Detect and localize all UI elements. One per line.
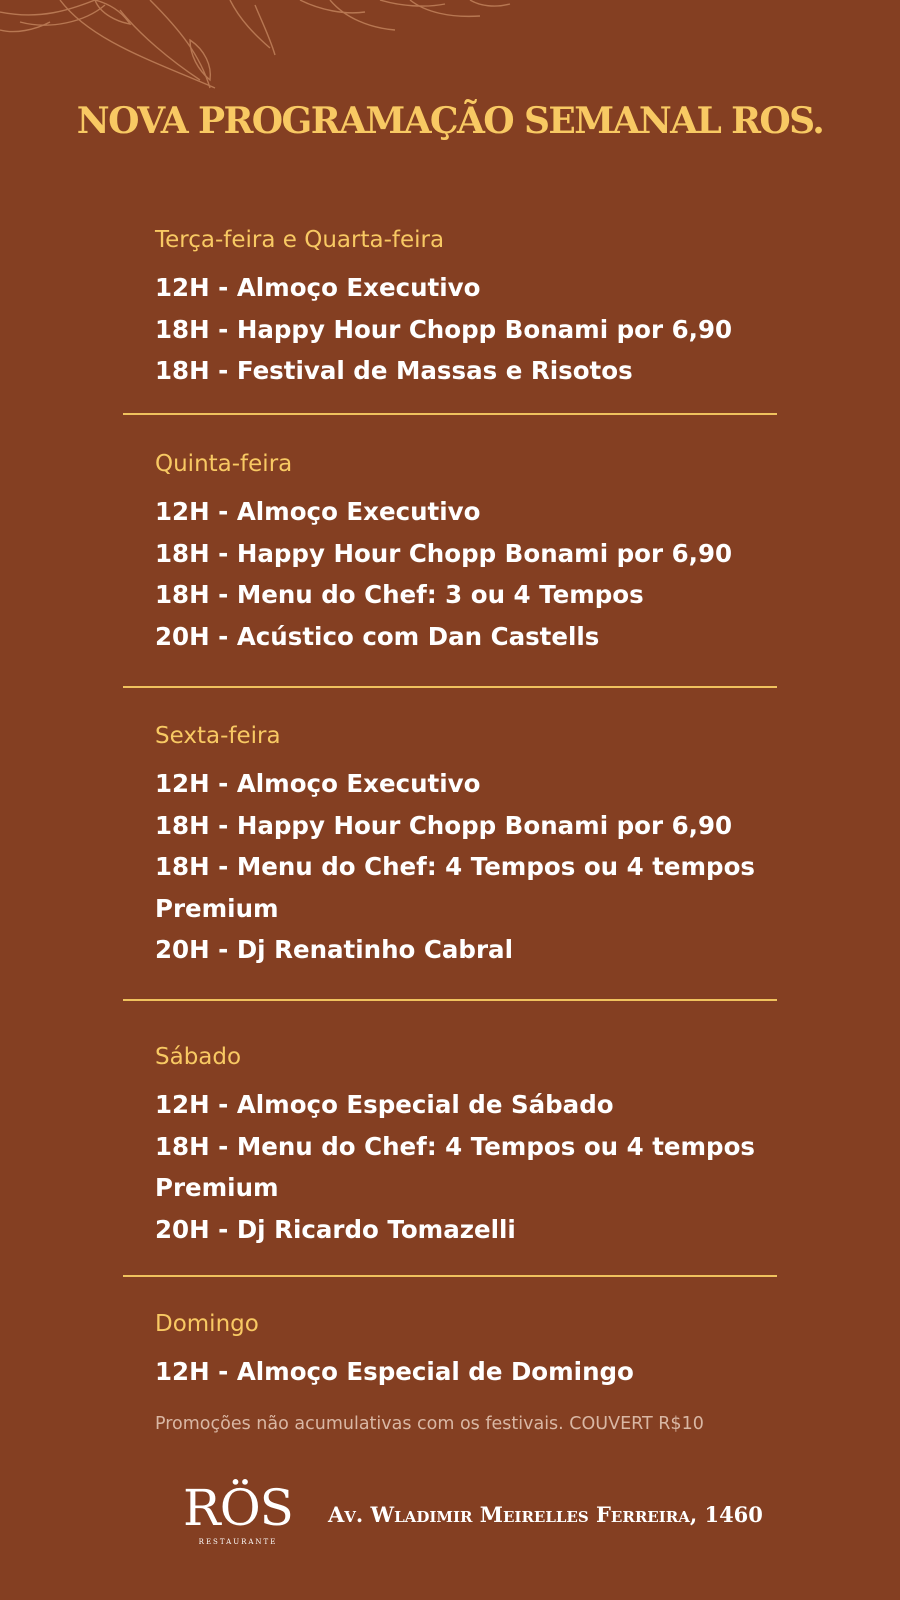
schedule-item: 12H - Almoço Especial de Sábado xyxy=(155,1090,614,1119)
day-heading: Domingo xyxy=(155,1311,259,1337)
schedule-item: 12H - Almoço Executivo xyxy=(155,769,481,798)
schedule-item: 20H - Dj Ricardo Tomazelli xyxy=(155,1214,516,1244)
section-divider xyxy=(123,999,777,1001)
schedule-section-tuesday-wednesday xyxy=(155,228,795,392)
schedule-item: 18H - Menu do Chef: 4 Tempos ou 4 tempos Premium xyxy=(155,852,756,923)
day-heading: Sábado xyxy=(155,1044,242,1070)
restaurant-address: Av. Wladimir Meirelles Ferreira, 1460 xyxy=(328,1502,763,1527)
schedule-item: 20H - Dj Renatinho Cabral xyxy=(155,935,513,964)
section-divider xyxy=(123,413,777,415)
schedule-item: 20H - Acústico com Dan Castells xyxy=(155,621,600,651)
schedule-item: 18H - Festival de Massas e Risotos xyxy=(155,356,633,385)
logo-subtitle: RESTAURANTE xyxy=(198,1538,278,1546)
schedule-item: 18H - Happy Hour Chopp Bonami por 6,90 xyxy=(155,314,733,344)
section-divider xyxy=(123,1275,777,1277)
schedule-item: 12H - Almoço Especial de Domingo xyxy=(155,1357,634,1386)
schedule-section-sunday xyxy=(155,1312,795,1393)
schedule-item: 18H - Menu do Chef: 4 Tempos ou 4 tempos Premium xyxy=(155,1131,756,1202)
day-heading: Sexta-feira xyxy=(155,723,281,749)
schedule-section-friday xyxy=(155,724,795,971)
botanical-leaves-decoration xyxy=(0,0,520,95)
page-title: NOVA PROGRAMAÇÃO SEMANAL ROS. xyxy=(76,100,824,142)
section-divider xyxy=(123,686,777,688)
schedule-item: 12H - Almoço Executivo xyxy=(155,497,481,526)
promo-note: Promoções não acumulativas com os festivais. COUVERT R$10 xyxy=(155,1414,704,1434)
schedule-section-thursday xyxy=(155,452,795,657)
schedule-item: 18H - Happy Hour Chopp Bonami por 6,90 xyxy=(155,810,733,840)
day-heading: Quinta-feira xyxy=(155,451,293,477)
day-heading: Terça-feira e Quarta-feira xyxy=(155,227,445,253)
logo-wordmark: RÖS xyxy=(183,1479,293,1537)
schedule-item: 18H - Menu do Chef: 3 ou 4 Tempos xyxy=(155,580,644,609)
schedule-section-saturday xyxy=(155,1045,795,1250)
ros-logo xyxy=(173,1480,303,1546)
schedule-item: 12H - Almoço Executivo xyxy=(155,273,481,302)
schedule-item: 18H - Happy Hour Chopp Bonami por 6,90 xyxy=(155,538,733,568)
